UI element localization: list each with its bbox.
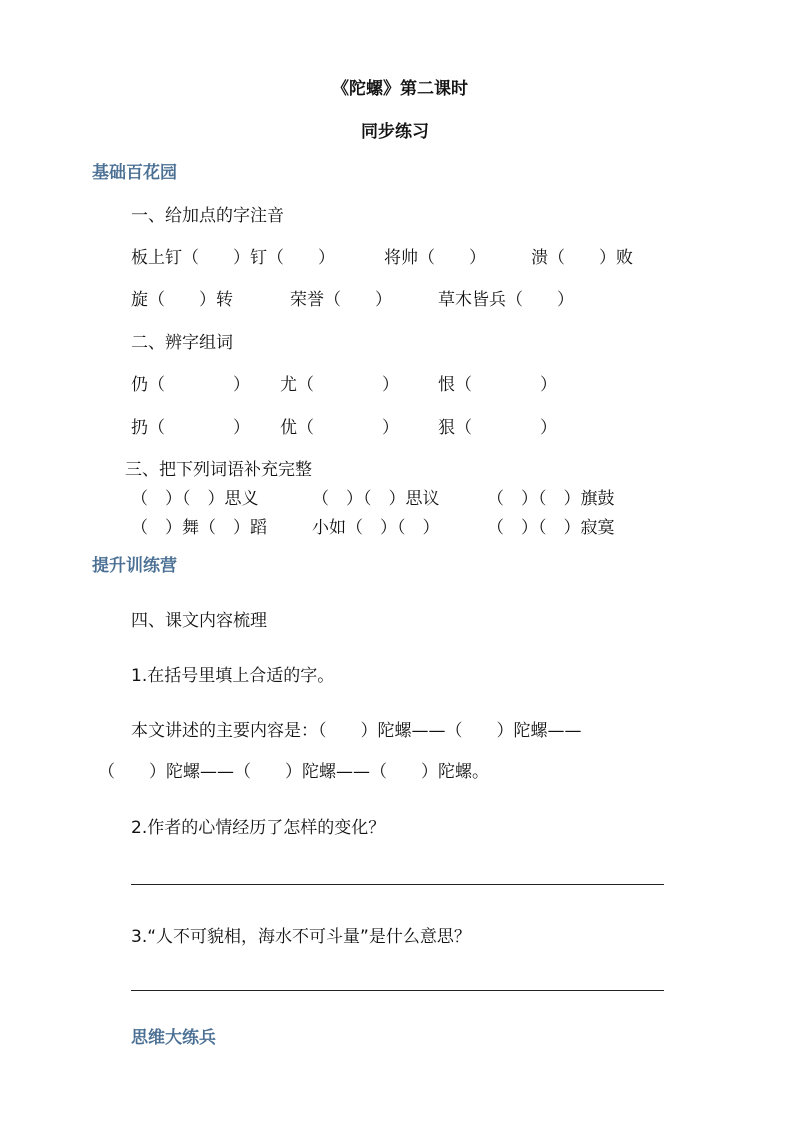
q3-item: （ ）（ ）旗鼓 [487, 489, 615, 509]
q2-item: 优（ ） [280, 418, 399, 438]
answer-line [131, 990, 664, 991]
question-4-item-2: 2.作者的心情经历了怎样的变化？ [131, 818, 386, 838]
q2-item: 尤（ ） [280, 375, 399, 395]
question-2-heading: 二、辨字组词 [131, 333, 233, 353]
q1-item: 板上钉（ ）钉（ ） [131, 248, 335, 268]
question-4-item-1: 1.在括号里填上合适的字。 [131, 666, 335, 686]
question-4-item-3: 3.“人不可貌相，海水不可斗量”是什么意思？ [131, 927, 471, 947]
section-heading-thinking: 思维大练兵 [131, 1028, 216, 1048]
q3-item: （ ）（ ）思义 [131, 489, 259, 509]
question-4-item-1-line-2: （ ）陀螺——（ ）陀螺——（ ）陀螺。 [98, 762, 489, 782]
question-3-heading: 三、把下列词语补充完整 [125, 460, 312, 480]
question-4-item-1-line-1: 本文讲述的主要内容是：（ ）陀螺——（ ）陀螺—— [131, 721, 582, 741]
q1-item: 将帅（ ） [384, 248, 486, 268]
q2-item: 扔（ ） [131, 418, 250, 438]
document-title: 《陀螺》第二课时 [332, 79, 468, 99]
document-subtitle: 同步练习 [361, 122, 429, 142]
answer-line [131, 884, 664, 885]
q1-item: 荣誉（ ） [290, 290, 392, 310]
section-heading-basic: 基础百花园 [92, 163, 177, 183]
q1-item: 旋（ ）转 [131, 290, 233, 310]
q3-item: 小如（ ）（ ） [312, 518, 440, 538]
q2-item: 恨（ ） [438, 375, 557, 395]
q2-item: 仍（ ） [131, 375, 250, 395]
q2-item: 狠（ ） [438, 418, 557, 438]
q3-item: （ ）（ ）思议 [312, 489, 440, 509]
question-4-heading: 四、课文内容梳理 [131, 611, 267, 631]
section-heading-improve: 提升训练营 [92, 556, 177, 576]
question-1-heading: 一、给加点的字注音 [131, 206, 284, 226]
q1-item: 溃（ ）败 [531, 248, 633, 268]
q3-item: （ ）（ ）寂寞 [487, 518, 615, 538]
q3-item: （ ）舞（ ）蹈 [131, 518, 267, 538]
q1-item: 草木皆兵（ ） [438, 290, 574, 310]
